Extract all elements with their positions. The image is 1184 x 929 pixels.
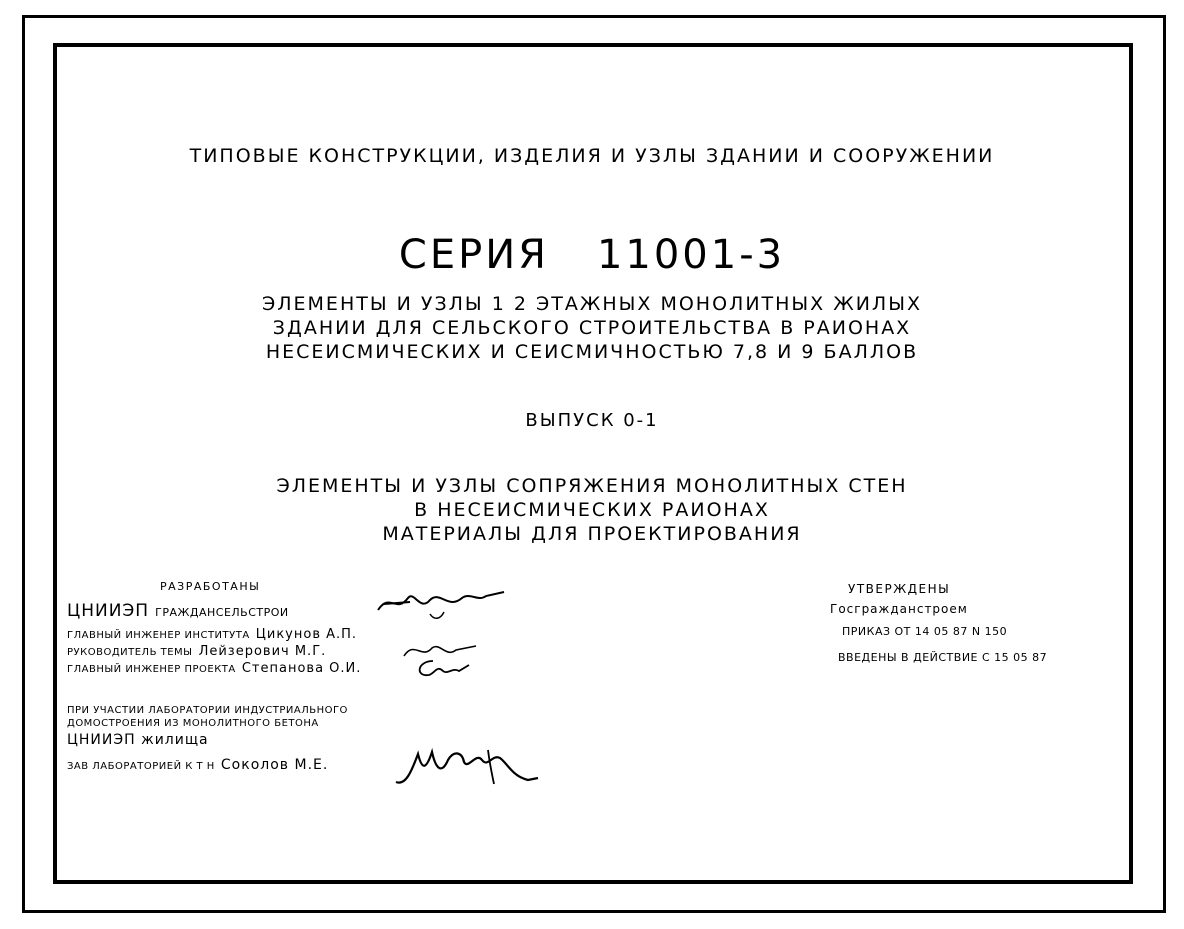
participation-org: ЦНИИЭП жилища	[67, 732, 209, 748]
developer-org-abbr: ЦНИИЭП	[67, 601, 150, 621]
lab-head-name: Соколов М.Е.	[220, 757, 329, 773]
approved-heading: УТВЕРЖДЕНЫ	[848, 582, 951, 596]
signature-1	[370, 584, 510, 624]
subtitle-line-3: НЕСЕИСМИЧЕСКИХ И СЕИСМИЧНОСТЬЮ 7,8 И 9 БАЛЛОВ	[265, 341, 919, 363]
subtitle-line-1: ЭЛЕМЕНТЫ И УЗЛЫ 1 2 ЭТАЖНЫХ МОНОЛИТНЫХ ЖИЛЫХ	[261, 293, 922, 315]
participation-line-2: ДОМОСТРОЕНИЯ ИЗ МОНОЛИТНОГО БЕТОНА	[67, 718, 319, 729]
theme-lead-label: РУКОВОДИТЕЛЬ ТЕМЫ	[67, 647, 193, 658]
project-engineer-row	[67, 657, 361, 676]
issue-line-2: В НЕСЕИСМИЧЕСКИХ РАИОНАХ	[414, 499, 770, 521]
issue-line-3: МАТЕРИАЛЫ ДЛЯ ПРОЕКТИРОВАНИЯ	[382, 523, 802, 545]
lab-head-label: ЗАВ ЛАБОРАТОРИЕЙ К Т Н	[67, 761, 215, 772]
subtitle-line-2: ЗДАНИИ ДЛЯ СЕЛЬСКОГО СТРОИТЕЛЬСТВА В РАИОНАХ	[272, 317, 912, 339]
series-number: 11001-3	[596, 232, 786, 278]
top-title: ТИПОВЫЕ КОНСТРУКЦИИ, ИЗДЕЛИЯ И УЗЛЫ ЗДАНИИ И СООРУЖЕНИИ	[189, 145, 995, 167]
project-engineer-label: ГЛАВНЫЙ ИНЖЕНЕР ПРОЕКТА	[67, 664, 236, 675]
approved-org: Госгражданстроем	[830, 602, 968, 616]
signature-3	[413, 655, 473, 681]
lab-head-row	[67, 754, 328, 773]
chief-engineer-label: ГЛАВНЫЙ ИНЖЕНЕР ИНСТИТУТА	[67, 630, 250, 641]
series-title	[0, 232, 1184, 278]
developer-org	[67, 601, 289, 621]
project-engineer-name: Степанова О.И.	[241, 661, 362, 676]
chief-engineer-name: Цикунов А.П.	[255, 627, 358, 642]
participation-line-1: ПРИ УЧАСТИИ ЛАБОРАТОРИИ ИНДУСТРИАЛЬНОГО	[67, 705, 348, 716]
theme-lead-name: Лейзерович М.Г.	[198, 644, 327, 659]
series-label: СЕРИЯ	[398, 232, 549, 278]
approved-order: ПРИКАЗ ОТ 14 05 87 N 150	[842, 625, 1008, 638]
issue-line-1: ЭЛЕМЕНТЫ И УЗЛЫ СОПРЯЖЕНИЯ МОНОЛИТНЫХ СТЕН	[276, 475, 908, 497]
issue-label: ВЫПУСК 0-1	[525, 410, 659, 431]
developer-org-rest: ГРАЖДАНСЕЛЬСТРОИ	[155, 606, 289, 619]
signature-4	[392, 740, 542, 790]
developed-heading: РАЗРАБОТАНЫ	[160, 580, 261, 593]
approved-effective: ВВЕДЕНЫ В ДЕЙСТВИЕ С 15 05 87	[838, 651, 1048, 664]
